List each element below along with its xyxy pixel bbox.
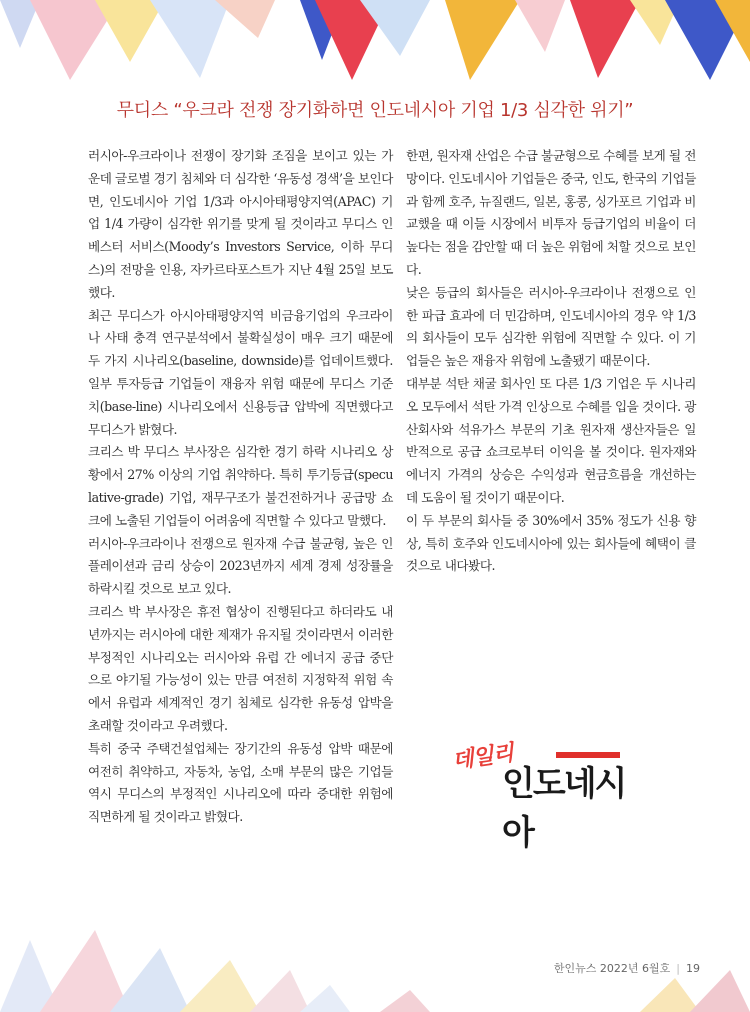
paragraph: 러시아-우크라이나 전쟁이 장기화 조짐을 보이고 있는 가운데 글로벌 경기 침체와 더 심각한 ‘유동성 경색’을 보인다면, 인도네시아 기업 1/3과 아시아태평양지역(APAC) 기업 1/4 가량이 심각한 위기를 맞게 될 것이라고 무디스 인베스터 서비스(Moody’s Investors Service, 이하 무디스)의 전망을 인용, 자카르타포스트가 지난 4월 25일 보도했다. [88,148,393,300]
daily-indonesia-logo [446,740,656,853]
top-decoration [0,0,750,80]
article-right-column [406,145,696,578]
page-footer [480,960,700,976]
footer-separator: | [676,962,680,975]
page-number: 19 [686,962,700,975]
paragraph: 대부분 석탄 채굴 회사인 또 다른 1/3 기업은 두 시나리오 모두에서 석탄 가격 인상으로 수혜를 입을 것이다. 광산회사와 석유가스 부문의 기초 원자재 생산자들은 일반적으로 공급 쇼크로부터 이익을 볼 것이다. 원자재와 에너지 가격의 상승은 수익성과 현금흐름을 개선하는 데 도움이 될 것이기 때문이다. [406,375,696,505]
paragraph: 크리스 박 부사장은 휴전 협상이 진행된다고 하더라도 내년까지는 러시아에 대한 제재가 유지될 것이라면서 이러한 부정적인 시나리오는 러시아와 유럽 간 에너지 공급 중단으로 야기될 가능성이 있는 만큼 여전히 지정학적 위험 속에서 유럽과 세계적인 경기 침체로 심각한 유동성 압박을 초래할 것이라고 우려했다. [88,603,393,733]
article-left-column [88,145,393,829]
footer-publication: 한인뉴스 2022년 6월호 [553,962,671,975]
logo-deily-text: 데일리 [450,740,515,775]
paragraph: 러시아-우크라이나 전쟁으로 원자재 수급 불균형, 높은 인플레이션과 금리 상승이 2023년까지 세계 경제 성장률을 하락시킬 것으로 보고 있다. [88,535,393,597]
paragraph: 최근 무디스가 아시아태평양지역 비금융기업의 우크라이나 사태 충격 연구분석에서 불확실성이 매우 크기 때문에 두 가지 시나리오(baseline, downside)를 업데이트했다. 일부 투자등급 기업들이 재융자 위험 때문에 무디스 기준치(base-line) 시나리오에서 신용등급 압박에 직면했다고 무디스가 밝혔다. [88,307,393,437]
paragraph: 크리스 박 무디스 부사장은 심각한 경기 하락 시나리오 상황에서 27% 이상의 기업 취약하다. 특히 투기등급(speculative-grade) 기업, 재무구조가 불건전하거나 공급망 쇼크에 노출된 기업들이 어려움에 직면할 수 있다고 말했다. [88,444,393,528]
paragraph: 한편, 원자재 산업은 수급 불균형으로 수혜를 보게 될 전망이다. 인도네시아 기업들은 중국, 인도, 한국의 기업들과 함께 호주, 뉴질랜드, 일본, 홍콩, 싱가포르 기업과 비교했을 때 이들 시장에서 비투자 등급기업의 비율이 더 높다는 점을 감안할 때 더 높은 위험에 처할 것으로 보인다. [406,148,696,277]
paragraph: 특히 중국 주택건설업체는 장기간의 유동성 압박 때문에 여전히 취약하고, 자동차, 농업, 소매 부문의 많은 기업들 역시 무디스의 부정적인 시나리오에 따라 중대한 위험에 직면하게 될 것이라고 밝혔다. [88,740,393,825]
paragraph: 낮은 등급의 회사들은 러시아-우크라이나 전쟁으로 인한 파급 효과에 더 민감하며, 인도네시아의 경우 약 1/3의 회사들이 모두 심각한 위험에 직면할 수 있다. 이 기업들은 높은 재융자 위험에 노출됐기 때문이다. [406,284,696,369]
logo-indo-text: 인도네시아 [502,764,626,853]
paragraph: 이 두 부문의 회사들 중 30%에서 35% 정도가 신용 향상, 특히 호주와 인도네시아에 있는 회사들에 혜택이 클 것으로 내다봤다. [406,512,696,574]
article-title: 무디스 “우크라 전쟁 장기화하면 인도네시아 기업 1/3 심각한 위기” [116,100,634,121]
